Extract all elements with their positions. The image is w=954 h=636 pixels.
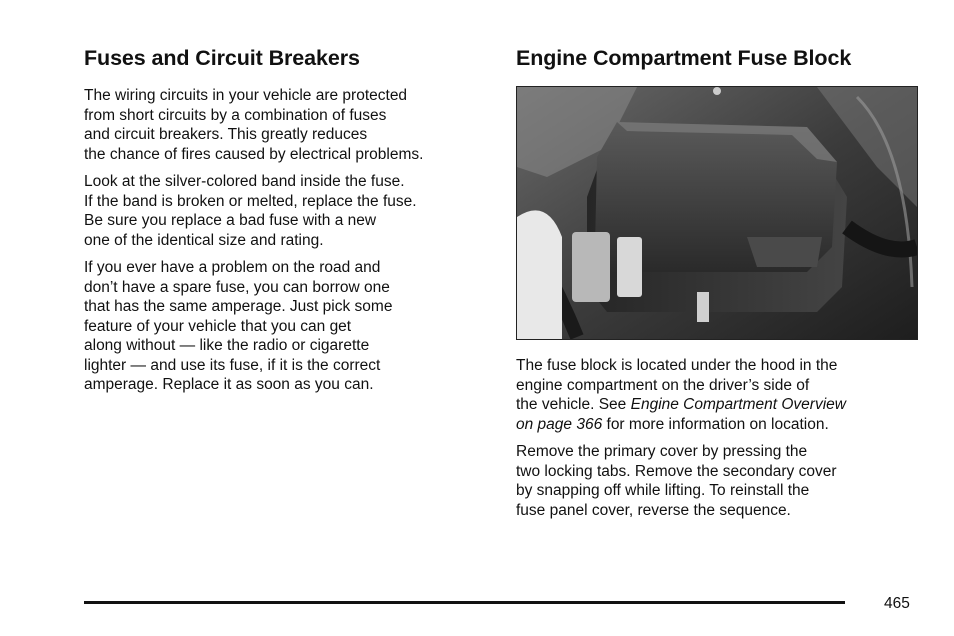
text-line: from short circuits by a combination of fuses: [84, 106, 387, 124]
page-number: 465: [884, 595, 910, 612]
right-column: [516, 44, 920, 528]
text-line: [516, 415, 920, 435]
engine-compartment-illustration: [517, 87, 917, 339]
section-heading-fuses: Fuses and Circuit Breakers: [84, 46, 360, 70]
text-line: Remove the primary cover by pressing the: [516, 443, 808, 460]
text-line: one of the identical size and rating.: [84, 231, 324, 249]
fuse-block-photo: [516, 86, 918, 340]
text-line: feature of your vehicle that you can get: [84, 317, 352, 335]
cross-reference-link[interactable]: Engine Compartment Overview: [630, 396, 846, 413]
footer-rule: [84, 601, 845, 604]
page-reference-link[interactable]: on page 366: [516, 415, 603, 433]
paragraph-location: [516, 356, 920, 434]
text-line: don’t have a spare fuse, you can borrow one: [84, 278, 390, 296]
text-line: engine compartment on the driver’s side of: [516, 376, 810, 394]
text-line: If the band is broken or melted, replace the fuse.: [84, 192, 417, 210]
text-line: lighter — and use its fuse, if it is the correct: [84, 356, 381, 374]
text-line: The wiring circuits in your vehicle are protected: [84, 87, 408, 104]
text-line: the chance of fires caused by electrical problems.: [84, 145, 424, 163]
text-line: Look at the silver-colored band inside the fuse.: [84, 173, 405, 190]
text-line: that has the same amperage. Just pick some: [84, 298, 393, 315]
text-line: and circuit breakers. This greatly reduces: [84, 126, 368, 143]
text-line: by snapping off while lifting. To reinstall the: [516, 482, 810, 499]
text-line: [516, 395, 920, 415]
text-line: amperage. Replace it as soon as you can.: [84, 376, 374, 393]
paragraph-silver-band: [84, 172, 484, 250]
text-line: Be sure you replace a bad fuse with a new: [84, 212, 377, 229]
left-column: [84, 44, 484, 403]
text-line: The fuse block is located under the hood in the: [516, 357, 838, 374]
text-run: for more information on location.: [602, 415, 829, 433]
text-line: fuse panel cover, reverse the sequence.: [516, 501, 791, 519]
section-heading-fuse-block: Engine Compartment Fuse Block: [516, 46, 852, 70]
paragraph-spare-fuse: [84, 258, 484, 395]
paragraph-remove-cover: [516, 442, 920, 520]
paragraph-wiring: [84, 86, 484, 164]
text-line: If you ever have a problem on the road and: [84, 259, 381, 276]
text-line: two locking tabs. Remove the secondary cover: [516, 462, 837, 480]
text-line: along without — like the radio or cigarette: [84, 337, 370, 354]
text-run: the vehicle. See: [516, 396, 631, 413]
